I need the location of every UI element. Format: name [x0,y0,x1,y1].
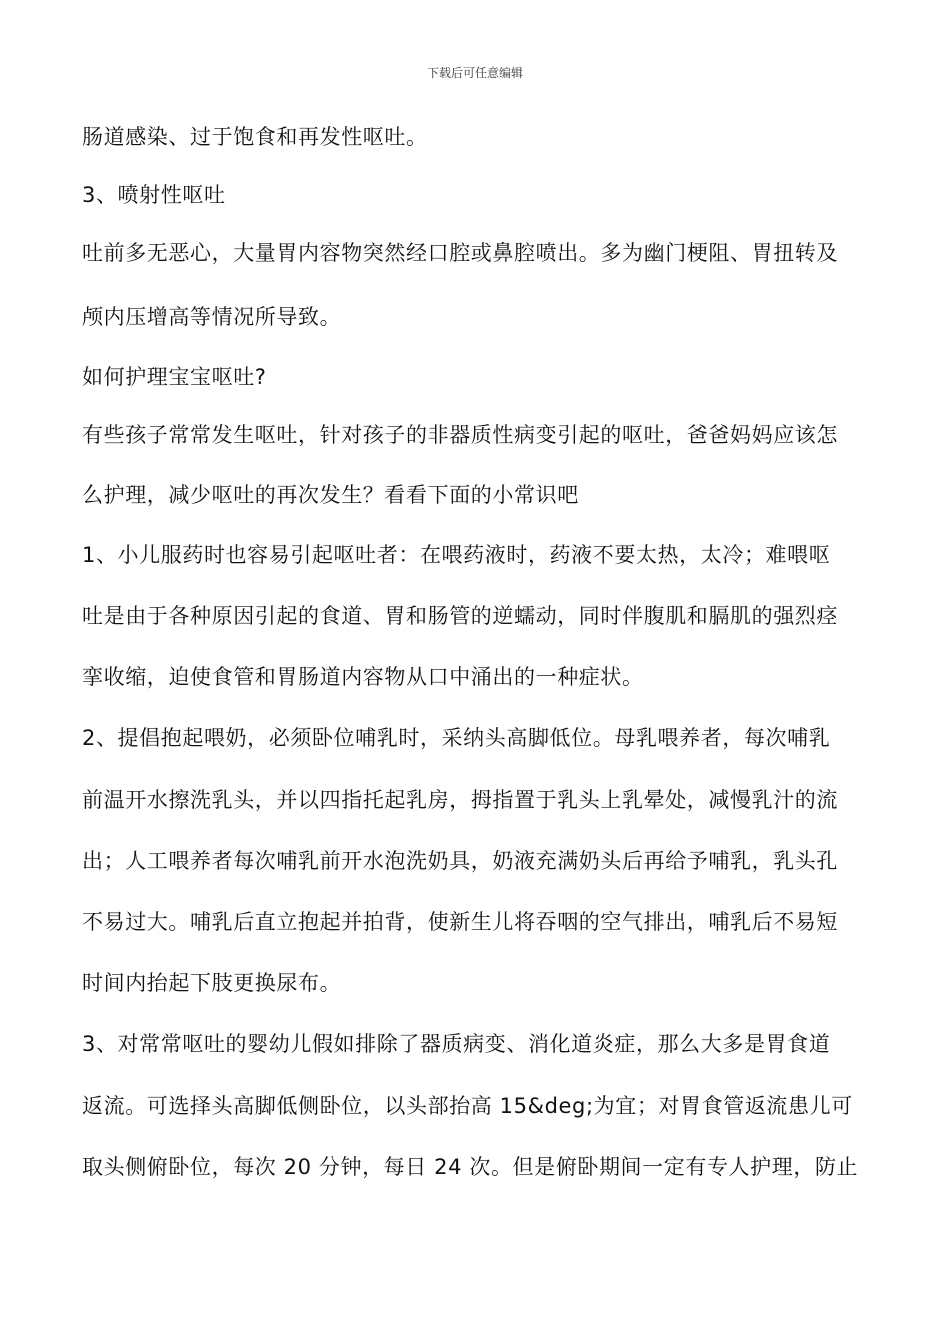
paragraph-line: 出；人工喂养者每次哺乳前开水泡洗奶具，奶液充满奶头后再给予哺乳，乳头孔 [82,849,838,873]
paragraph-line: 1、小儿服药时也容易引起呕吐者：在喂药液时，药液不要太热，太冷；难喂呕 [82,543,831,567]
paragraph-line: 颅内压增高等情况所导致。 [82,305,342,329]
paragraph-line: 时间内抬起下肢更换尿布。 [82,971,342,995]
paragraph-line: 吐前多无恶心，大量胃内容物突然经口腔或鼻腔喷出。多为幽门梗阻、胃扭转及 [82,241,838,265]
paragraph-line: 不易过大。哺乳后直立抱起并拍背，使新生儿将吞咽的空气排出，哺乳后不易短 [82,910,838,934]
paragraph-line: 挛收缩，迫使食管和胃肠道内容物从口中涌出的一种症状。 [82,665,644,689]
section-heading: 3、喷射性呕吐 [82,183,226,207]
paragraph-line: 有些孩子常常发生呕吐，针对孩子的非器质性病变引起的呕吐，爸爸妈妈应该怎 [82,423,838,447]
paragraph-line: 返流。可选择头高脚低侧卧位，以头部抬高 15&deg;为宜；对胃食管返流患儿可 [82,1094,853,1118]
paragraph-line: 取头侧俯卧位，每次 20 分钟，每日 24 次。但是俯卧期间一定有专人护理，防止 [82,1155,859,1179]
page-header: 下载后可任意编辑 [426,66,523,80]
paragraph-line: 吐是由于各种原因引起的食道、胃和肠管的逆蠕动，同时伴腹肌和膈肌的强烈痉 [82,604,838,628]
section-heading: 如何护理宝宝呕吐? [82,365,267,389]
paragraph-line: 肠道感染、过于饱食和再发性呕吐。 [82,125,428,149]
paragraph-line: 3、对常常呕吐的婴幼儿假如排除了器质病变、消化道炎症，那么大多是胃食道 [82,1032,831,1056]
paragraph-line: 2、提倡抱起喂奶，必须卧位哺乳时，采纳头高脚低位。母乳喂养者，每次哺乳 [82,726,831,750]
paragraph-line: 前温开水擦洗乳头，并以四指托起乳房，拇指置于乳头上乳晕处，减慢乳汁的流 [82,788,838,812]
paragraph-line: 么护理，减少呕吐的再次发生？看看下面的小常识吧 [82,483,579,507]
